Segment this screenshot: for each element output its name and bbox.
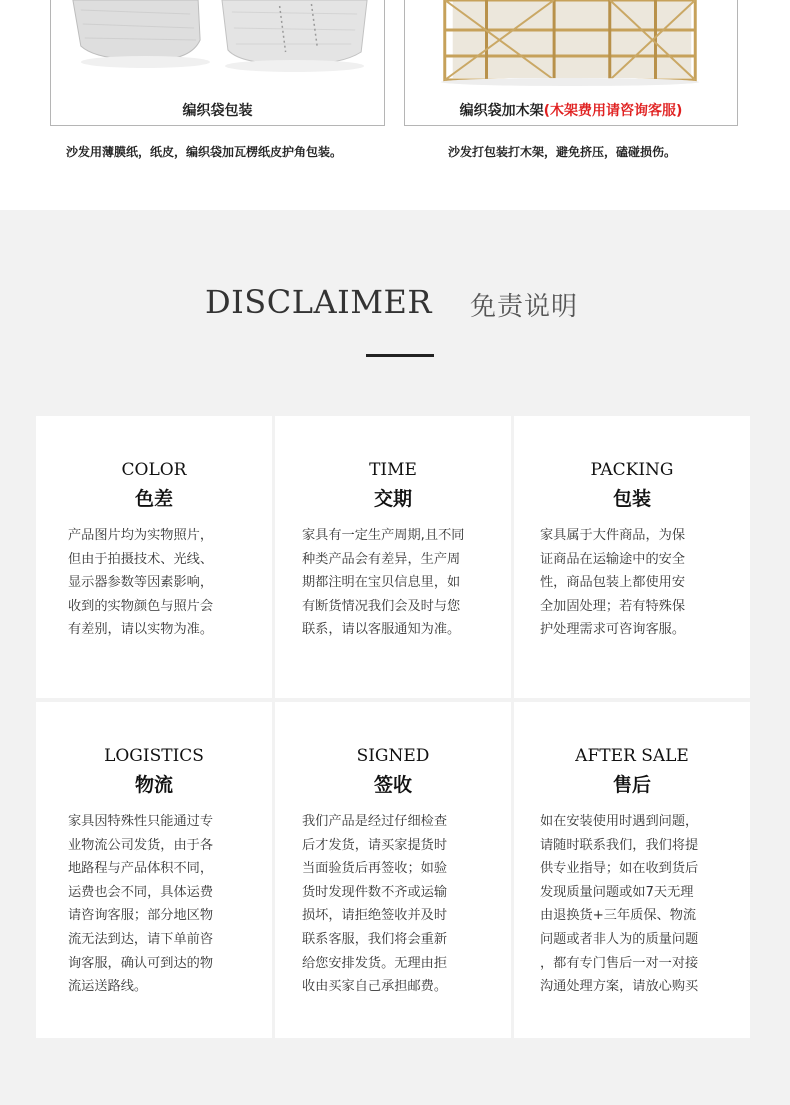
card-body-line: 产品图片均为实物照片， <box>68 528 214 543</box>
card-body <box>302 810 492 999</box>
card-body-line: 我们产品是经过仔细检查 <box>302 814 448 829</box>
card-body-line: 货时发现件数不齐或运输 <box>302 884 448 900</box>
card-title-cn: 包装 <box>612 488 651 510</box>
card-body-line: 性，商品包装上都使用安 <box>540 575 686 591</box>
card-title-cn: 物流 <box>134 774 173 796</box>
card-body-line: 供专业指导；如在收到货后 <box>540 861 699 877</box>
card-title-cn: 色差 <box>134 488 173 510</box>
card-body-line: 但由于拍摄技术、光线、 <box>68 551 214 567</box>
card-title-en: COLOR <box>121 460 187 480</box>
card-body-line: 流运送路线。 <box>68 979 148 995</box>
card-title-cn: 签收 <box>373 774 412 796</box>
card-body-line: 业物流公司发货，由于各 <box>68 837 214 853</box>
card-body <box>302 524 492 642</box>
card-body-line: 发现质量问题或如7天无理 <box>540 884 694 900</box>
card-body-line: 联系客服，我们将会重新 <box>302 931 448 947</box>
card-body-line: 当面验货后再签收；如验 <box>302 861 448 877</box>
card-body-line: 种类产品会有差异，生产周 <box>302 551 461 567</box>
card-body-line: 收到的实物颜色与照片会 <box>68 598 214 614</box>
wood-frame-package-photo <box>405 0 737 86</box>
disclaimer-title-cn: 免责说明 <box>470 292 579 322</box>
card-body-line: 运费也会不同，具体运费 <box>68 884 214 900</box>
card-body <box>540 810 730 999</box>
card-body <box>68 810 258 999</box>
packaging-section <box>0 0 790 210</box>
disclaimer-title-en: DISCLAIMER <box>205 283 432 321</box>
card-body-line: 沟通处理方案，请放心购买 <box>540 979 699 995</box>
packaging-description-wood-frame: 沙发打包装打木架，避免挤压，磕碰损伤。 <box>448 145 677 159</box>
card-title-en: TIME <box>369 460 417 480</box>
card-body-line: 显示器参数等因素影响， <box>68 575 214 591</box>
packaging-description-woven-bag: 沙发用薄膜纸，纸皮，编织袋加瓦楞纸皮护角包装。 <box>66 145 343 159</box>
disclaimer-card-after-sale <box>514 702 750 1038</box>
card-title-cn: 交期 <box>373 488 412 510</box>
disclaimer-card-color <box>36 416 272 698</box>
card-body-line: 家具因特殊性只能通过专 <box>68 814 214 829</box>
card-title-en: LOGISTICS <box>104 746 204 766</box>
wood-frame-fee-note: (木架费用请咨询客服) <box>543 103 683 119</box>
card-body-line: 请随时联系我们，我们将提 <box>540 837 699 853</box>
card-body-line: 家具有一定生产周期,且不同 <box>302 528 465 543</box>
card-body-line: 询客服，确认可到达的物 <box>68 955 214 971</box>
card-body <box>540 524 730 642</box>
card-body-line: 后才发货，请买家提货时 <box>302 837 448 853</box>
disclaimer-card-logistics <box>36 702 272 1038</box>
card-title-en: SIGNED <box>356 746 430 766</box>
disclaimer-card-packing <box>514 416 750 698</box>
disclaimer-card-signed <box>275 702 511 1038</box>
packaging-caption-wood-frame <box>405 100 737 120</box>
packaging-caption-woven-bag: 编织袋包装 <box>182 103 253 119</box>
card-body-line: 护处理需求可咨询客服。 <box>540 622 686 638</box>
packaging-card-wood-frame <box>404 0 738 126</box>
card-body-line: 请咨询客服；部分地区物 <box>68 908 214 924</box>
woven-bag-package-photo <box>51 0 384 86</box>
card-body-line: 给您安排发货。无理由拒 <box>302 955 448 971</box>
card-body-line: 期都注明在宝贝信息里，如 <box>302 575 461 591</box>
card-body-line: 有断货情况我们会及时与您 <box>302 598 461 614</box>
card-body-line: 有差别，请以实物为准。 <box>68 622 214 638</box>
packaging-card-woven-bag <box>50 0 385 126</box>
card-body-line: 家具属于大件商品，为保 <box>540 528 686 543</box>
card-body-line: 损坏，请拒绝签收并及时 <box>302 908 448 924</box>
card-body-line: 全加固处理；若有特殊保 <box>540 598 686 614</box>
disclaimer-card-time <box>275 416 511 698</box>
card-body <box>68 524 258 642</box>
card-body-line: 联系，请以客服通知为准。 <box>302 622 461 638</box>
card-body-line: 证商品在运输途中的安全 <box>540 551 686 567</box>
card-body-line: 流无法到达，请下单前咨 <box>68 931 214 947</box>
packaging-caption-wood-frame-label: 编织袋加木架 <box>459 103 544 119</box>
card-body-line: 由退换货+三年质保、物流 <box>540 908 697 924</box>
card-title-en: AFTER SALE <box>575 746 689 766</box>
disclaimer-grid <box>36 416 750 1038</box>
card-title-cn: 售后 <box>612 774 651 796</box>
card-body-line: ，都有专门售后一对一对接 <box>540 955 699 971</box>
card-body-line: 地路程与产品体积不同， <box>68 861 214 877</box>
card-body-line: 如在安装使用时遇到问题， <box>540 814 699 829</box>
card-body-line: 问题或者非人为的质量问题 <box>540 931 699 947</box>
card-title-en: PACKING <box>590 460 674 480</box>
disclaimer-title-divider <box>366 354 434 357</box>
card-body-line: 收由买家自己承担邮费。 <box>302 979 448 995</box>
